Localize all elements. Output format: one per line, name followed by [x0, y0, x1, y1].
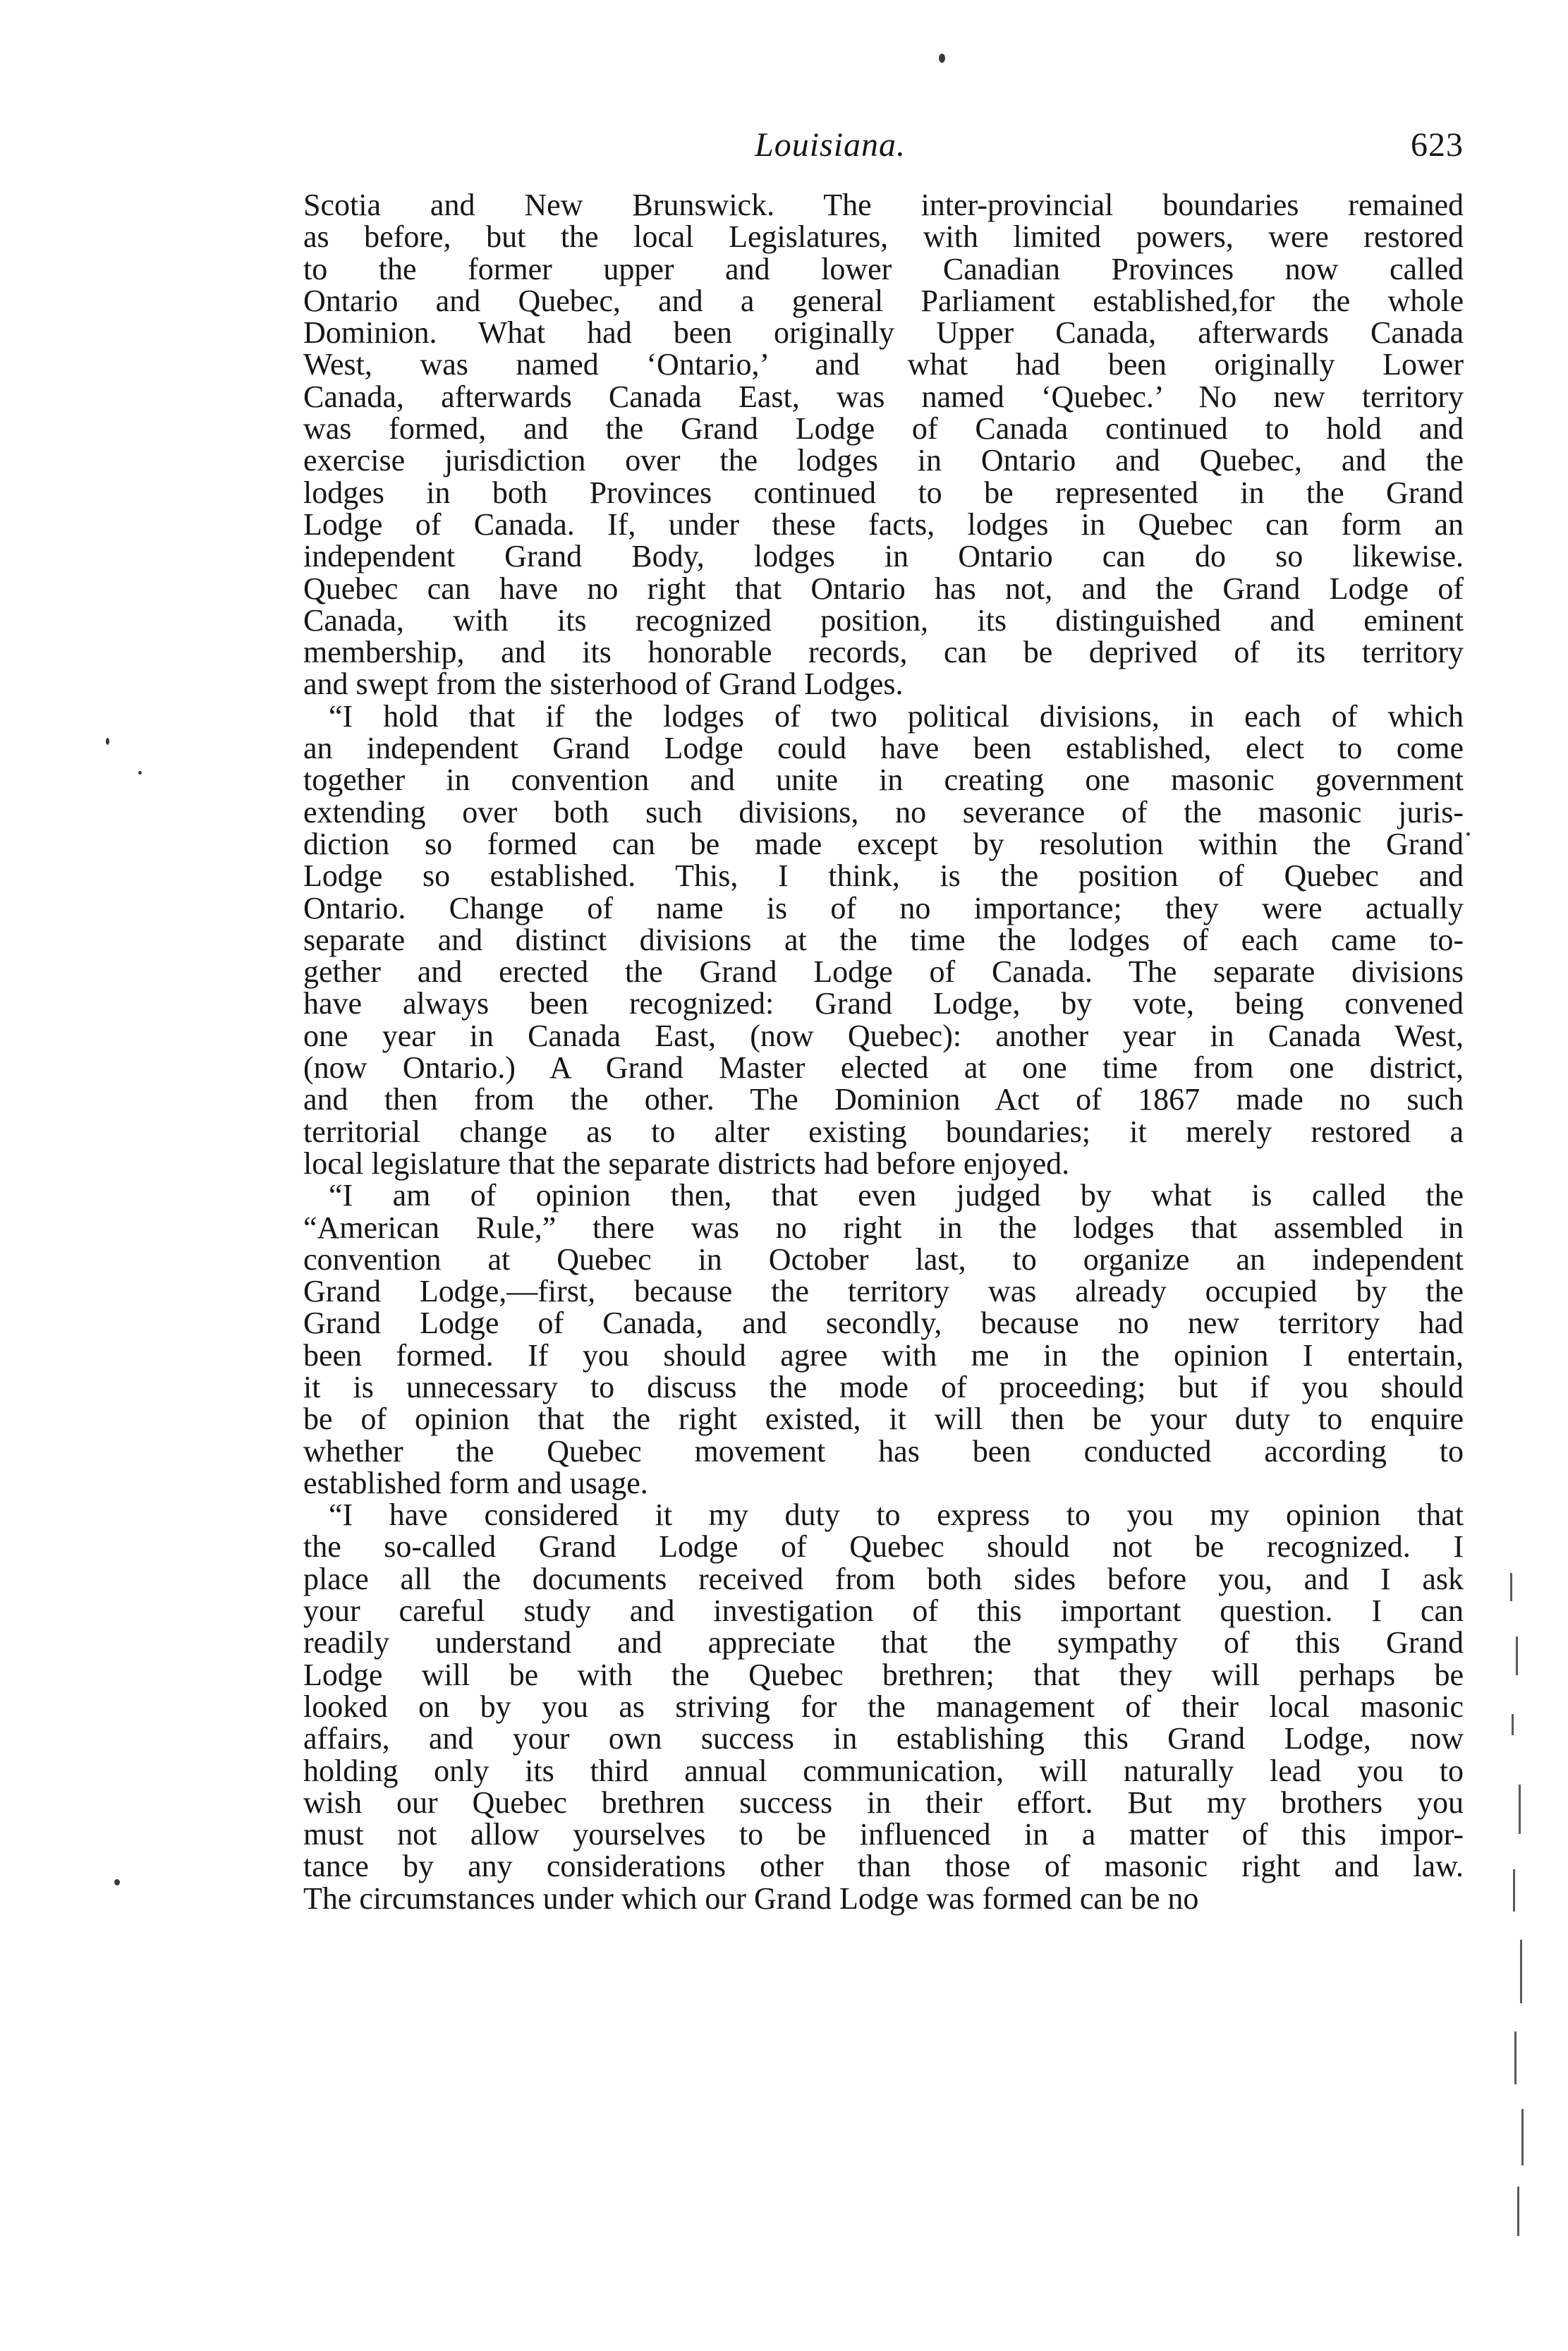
- text-line: and then from the other. The Dominion Act of 1867 made no such: [303, 1082, 1464, 1117]
- text-line: the so-called Grand Lodge of Quebec should not be recognized. I: [303, 1529, 1464, 1565]
- text-line: “I have considered it my duty to express to you my opinion that: [329, 1498, 1464, 1533]
- running-header: [303, 126, 1464, 175]
- text-line: to the former upper and lower Canadian Provinces now called: [303, 251, 1464, 286]
- text-line: together in convention and unite in creating one masonic government: [303, 763, 1464, 798]
- text-line: extending over both such divisions, no severance of the masonic juris-: [303, 794, 1464, 830]
- text-line: readily understand and appreciate that the sympathy of this Grand: [303, 1625, 1464, 1660]
- text-line: affairs, and your own success in establishing this Grand Lodge, now: [303, 1721, 1464, 1756]
- text-line: (now Ontario.) A Grand Master elected at one time from one district,: [303, 1050, 1464, 1086]
- text-line: Lodge so established. This, I think, is the position of Quebec and: [303, 858, 1464, 894]
- text-line: “American Rule,” there was no right in the lodges that assembled in: [303, 1210, 1464, 1245]
- text-line: be of opinion that the right existed, it will then be your duty to enquire: [303, 1402, 1464, 1437]
- text-line: Ontario and Quebec, and a general Parliament established,for the whole: [303, 283, 1464, 318]
- text-line: lodges in both Provinces continued to be represented in the Grand: [303, 475, 1464, 510]
- text-line: holding only its third annual communication, will naturally lead you to: [303, 1753, 1464, 1788]
- text-line: Lodge of Canada. If, under these facts, lodges in Quebec can form an: [303, 506, 1464, 542]
- text-line: one year in Canada East, (now Quebec): another year in Canada West,: [303, 1018, 1464, 1053]
- text-line: “I hold that if the lodges of two political divisions, in each of which: [329, 698, 1464, 734]
- text-line: “I am of opinion then, that even judged by what is called the: [329, 1178, 1464, 1213]
- text-line: tance by any considerations other than those of masonic right and law.: [303, 1849, 1464, 1884]
- ink-speck-left-1: [106, 738, 109, 745]
- text-line: Canada, afterwards Canada East, was named ‘Quebec.’ No new territory: [303, 379, 1464, 414]
- text-line: Canada, with its recognized position, its distinguished and eminent: [303, 602, 1464, 638]
- text-line: convention at Quebec in October last, to organize an independent: [303, 1241, 1464, 1277]
- text-line: membership, and its honorable records, can be deprived of its territory: [303, 635, 1464, 670]
- text-line: exercise jurisdiction over the lodges in Ontario and Quebec, and the: [303, 443, 1464, 478]
- text-line: independent Grand Body, lodges in Ontario can do so likewise.: [303, 539, 1464, 574]
- text-line: The circumstances under which our Grand Lodge was formed can be no: [303, 1881, 1199, 1916]
- text-line: local legislature that the separate districts had before enjoyed.: [303, 1146, 1070, 1181]
- text-line: was formed, and the Grand Lodge of Canada continued to hold and: [303, 411, 1464, 446]
- text-line: Lodge will be with the Quebec brethren; that they will perhaps be: [303, 1657, 1464, 1692]
- text-line: must not allow yourselves to be influenced in a matter of this impor-: [303, 1817, 1464, 1852]
- text-line: your careful study and investigation of this important question. I can: [303, 1593, 1464, 1629]
- text-line: place all the documents received from both sides before you, and I ask: [303, 1561, 1464, 1596]
- text-line: have always been recognized: Grand Lodge, by vote, being convened: [303, 986, 1464, 1021]
- text-line: an independent Grand Lodge could have been established, elect to come: [303, 731, 1464, 766]
- text-line: Grand Lodge,—first, because the territory was already occupied by the: [303, 1274, 1464, 1309]
- text-line: separate and distinct divisions at the time the lodges of each came to-: [303, 922, 1464, 957]
- text-line: whether the Quebec movement has been conducted according to: [303, 1433, 1464, 1469]
- text-line: Quebec can have no right that Ontario has not, and the Grand Lodge of: [303, 571, 1464, 606]
- text-line: West, was named ‘Ontario,’ and what had been originally Lower: [303, 347, 1464, 382]
- text-line: Scotia and New Brunswick. The inter-provincial boundaries remained: [303, 188, 1464, 222]
- text-line: Dominion. What had been originally Upper Canada, afterwards Canada: [303, 315, 1464, 351]
- body-text: [303, 189, 1464, 1914]
- text-line: diction so formed can be made except by resolution within the Grand: [303, 826, 1464, 861]
- text-line: established form and usage.: [303, 1465, 648, 1500]
- text-line: Ontario. Change of name is of no importance; they were actually: [303, 890, 1464, 925]
- text-line: wish our Quebec brethren success in their effort. But my brothers you: [303, 1785, 1464, 1820]
- ink-speck-left-2: [138, 771, 142, 774]
- binding-edge-marks: [1506, 1573, 1534, 2243]
- text-line: it is unnecessary to discuss the mode of proceeding; but if you should: [303, 1369, 1464, 1404]
- text-line: gether and erected the Grand Lodge of Canada. The separate divisions: [303, 954, 1464, 990]
- ink-speck-left-3: [114, 1879, 120, 1885]
- page-number: 623: [1411, 126, 1464, 164]
- text-line: been formed. If you should agree with me in the opinion I entertain,: [303, 1337, 1464, 1373]
- text-line: Grand Lodge of Canada, and secondly, because no new territory had: [303, 1306, 1464, 1341]
- text-line: and swept from the sisterhood of Grand Lodges.: [303, 667, 904, 702]
- text-line: territorial change as to alter existing boundaries; it merely restored a: [303, 1114, 1464, 1149]
- text-line: looked on by you as striving for the management of their local masonic: [303, 1689, 1464, 1724]
- ink-speck-right: [1466, 832, 1470, 836]
- running-title: Louisiana.: [755, 126, 906, 164]
- text-line: as before, but the local Legislatures, with limited powers, were restored: [303, 219, 1464, 255]
- ink-speck-top: [939, 54, 945, 63]
